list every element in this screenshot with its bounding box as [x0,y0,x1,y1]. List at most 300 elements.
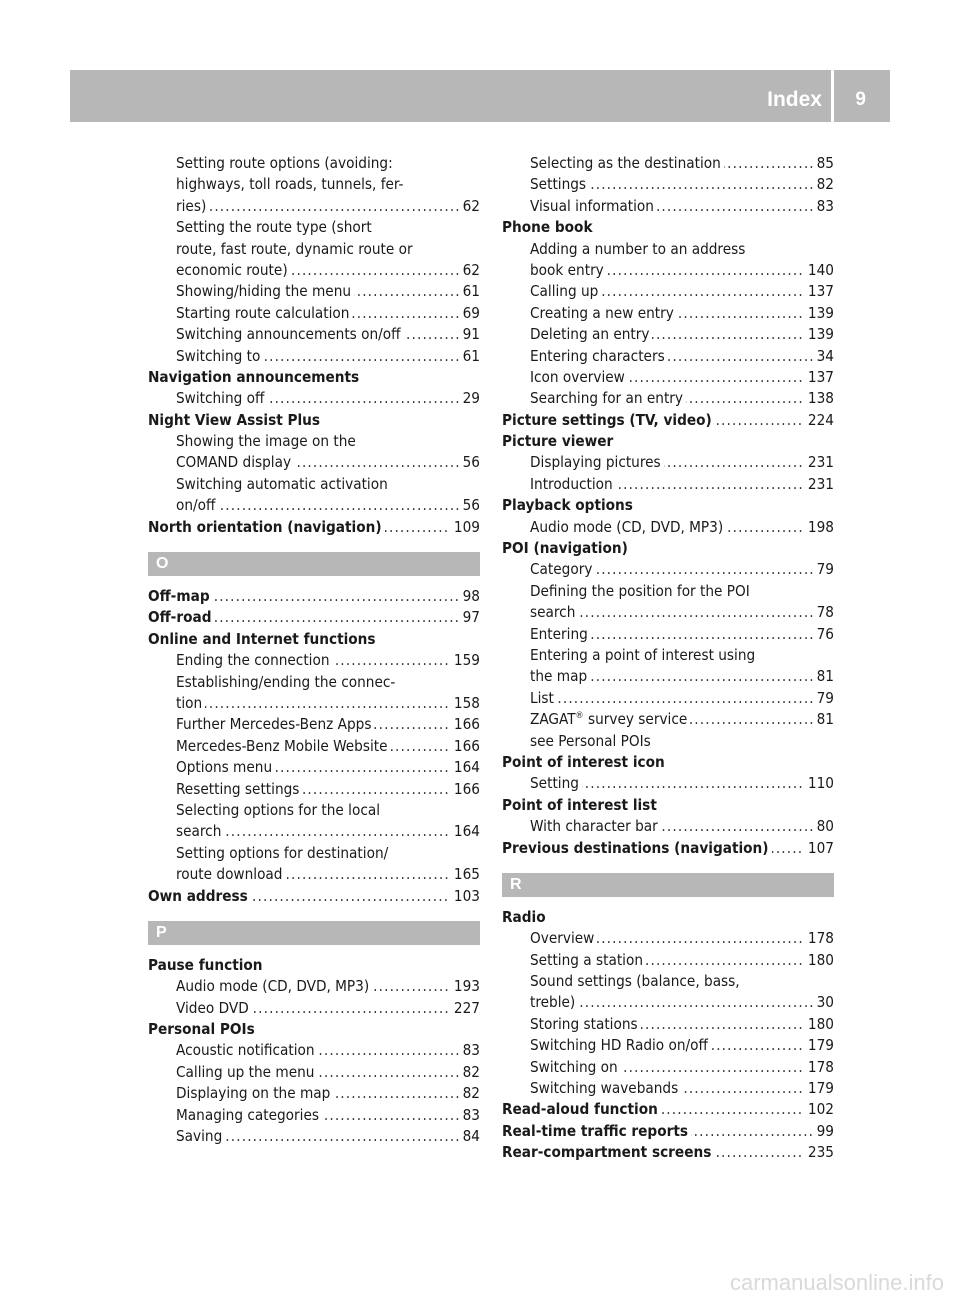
index-subentry [502,474,834,495]
entry-text [176,282,354,300]
index-subentry [148,153,480,174]
entry-text [530,993,578,1011]
entry-text [148,608,215,626]
index-heading-entry [148,367,480,388]
index-heading-entry [148,1019,480,1040]
index-heading-entry [502,838,834,859]
index-subentry [502,688,834,709]
entry-label: Starting route calculation [176,303,350,322]
page-reference: 137 [804,281,834,302]
page-reference: 140 [804,260,834,281]
entry-label: highways, toll roads, tunnels, fer- [176,175,404,194]
index-subentry [502,1014,834,1035]
page-reference: 164 [450,757,480,778]
page-reference: 166 [450,714,480,735]
entry-text [148,587,213,605]
entry-text [176,844,388,862]
index-heading-entry [502,431,834,452]
index-subentry [502,239,834,260]
index-subentry [502,624,834,645]
page-reference: 79 [813,559,834,580]
index-heading-entry [502,795,834,816]
entry-label: Visual information [530,196,654,215]
index-subentry [148,346,480,367]
index-subentry [148,1040,480,1061]
entry-text [176,865,285,883]
entry-label: Creating a new entry [530,303,674,322]
header-separator [831,70,834,122]
page-reference: 29 [459,388,480,409]
entry-label: Phone book [502,218,593,237]
entry-label: Showing/hiding the menu [176,282,352,301]
entry-label: Picture settings (TV, video) [502,410,712,429]
entry-text [176,325,404,343]
page-reference: 82 [459,1062,480,1083]
entry-text [530,774,582,792]
page-reference: 81 [813,666,834,687]
entry-label: Switching off [176,389,265,408]
index-subentry [502,1035,834,1056]
index-heading-entry [502,495,834,516]
page-reference: 82 [459,1083,480,1104]
entry-label: Real-time traffic reports [502,1121,689,1140]
entry-text [502,839,772,857]
entry-text [502,1100,661,1118]
entry-label: Video DVD [176,998,249,1017]
entry-label: Ending the connection [176,651,330,670]
page-reference: 56 [459,495,480,516]
index-heading-entry [148,410,480,431]
entry-text [176,780,302,798]
page-reference: 102 [804,1099,834,1120]
entry-text [176,758,275,776]
entry-text [176,1127,225,1145]
entry-text [530,389,686,407]
section-letter-heading: P [148,921,480,945]
entry-text [502,1122,691,1140]
entry-text [530,1015,641,1033]
entry-text [530,972,740,990]
page-reference: 78 [813,602,834,623]
entry-text [530,951,646,969]
entry-text [148,411,320,429]
entry-label-cont: survey service [583,710,688,729]
entry-label: Calling up the menu [176,1062,315,1081]
index-subentry [502,324,834,345]
entry-label: on/off [176,496,216,515]
index-heading-entry [148,629,480,650]
entry-text [176,673,395,691]
index-subentry [148,650,480,671]
page-reference: 85 [813,153,834,174]
page-reference: 193 [450,976,480,997]
entry-text [530,368,628,386]
index-subentry [502,602,834,623]
entry-label: Picture viewer [502,432,614,451]
index-subentry [148,431,480,452]
index-heading-entry [502,1142,834,1163]
entry-text [530,646,755,664]
page-reference: 30 [813,992,834,1013]
entry-text [176,389,267,407]
page-reference: 137 [804,367,834,388]
index-subentry [148,821,480,842]
entry-text [530,282,601,300]
entry-label: Category [530,560,593,579]
entry-text [502,218,593,236]
page-reference: 98 [459,586,480,607]
page-reference: 69 [459,303,480,324]
index-subentry [502,950,834,971]
index-heading-entry [502,907,834,928]
index-subentry [148,196,480,217]
page-reference: 83 [813,196,834,217]
entry-text [176,475,388,493]
entry-text [148,518,385,536]
page-reference: 84 [459,1126,480,1147]
index-subentry [502,517,834,538]
entry-label: Mercedes-Benz Mobile Website [176,736,388,755]
entry-label: route download [176,865,283,884]
index-heading-entry [148,607,480,628]
page-reference: 62 [459,196,480,217]
entry-label: ZAGAT [530,710,576,729]
entry-text [502,753,665,771]
entry-label: search [530,603,576,622]
entry-text [176,715,374,733]
index-subentry [502,367,834,388]
index-subentry [148,1126,480,1147]
entry-text [176,453,294,471]
index-subentry [502,153,834,174]
entry-text [176,261,291,279]
index-subentry [148,388,480,409]
entry-label: Sound settings (balance, bass, [530,972,740,991]
entry-text [176,822,224,840]
registered-mark: ® [575,711,584,722]
index-subentry [148,1105,480,1126]
index-subentry [502,559,834,580]
index-column-right [502,153,834,1164]
entry-text [530,518,726,536]
entry-label: Off-map [148,587,210,606]
entry-label: Managing categories [176,1105,319,1124]
entry-label: Selecting as the destination [530,154,721,172]
section-letter-heading: O [148,552,480,576]
index-subentry [502,581,834,602]
entry-text [530,475,616,493]
index-subentry [148,281,480,302]
entry-label: Switching on [530,1057,618,1076]
entry-text [176,651,333,669]
index-heading-entry [502,538,834,559]
entry-text [530,560,595,578]
entry-label: ries) [176,196,207,215]
index-subentry [148,303,480,324]
index-subentry [502,174,834,195]
entry-text [176,240,413,258]
page-reference: 164 [450,821,480,842]
page-reference: 158 [450,693,480,714]
page-reference: 91 [459,324,480,345]
index-subentry [148,736,480,757]
index-subentry [148,998,480,1019]
entry-label: Point of interest list [502,795,657,814]
page-reference: 139 [804,324,834,345]
page-reference: 56 [459,452,480,473]
entry-label: Own address [148,886,248,905]
entry-text [530,667,590,685]
entry-label: Settings [530,175,587,194]
entry-label: Setting a station [530,950,643,969]
page-reference: 165 [450,864,480,885]
entry-label: Acoustic notification [176,1041,315,1060]
entry-text [176,737,391,755]
page-reference: 178 [804,1057,834,1078]
entry-label: Setting route options (avoiding: [176,154,393,172]
entry-text [502,796,657,814]
index-heading-entry [502,1121,834,1142]
entry-label: North orientation (navigation) [148,517,382,536]
page-reference: 76 [813,624,834,645]
entry-text [176,694,205,712]
entry-label: Night View Assist Plus [148,410,321,429]
entry-label: Establishing/ending the connec- [176,672,396,691]
page-reference: 180 [804,1014,834,1035]
index-subentry [502,928,834,949]
entry-text [530,710,690,728]
entry-text [530,197,657,215]
entry-text [530,603,578,621]
entry-label: treble) [530,993,576,1012]
entry-label: book entry [530,260,604,279]
entry-text [502,539,628,557]
entry-text [530,154,724,172]
entry-label: Setting options for destination/ [176,843,389,862]
entry-text [530,347,668,365]
entry-label: Options menu [176,758,273,777]
entry-label: Switching announcements on/off [176,325,401,344]
entry-text [176,977,372,995]
entry-text [530,261,607,279]
entry-label: Switching automatic activation [176,474,388,493]
entry-label: Personal POIs [148,1020,255,1039]
entry-label: Switching wavebands [530,1079,679,1098]
index-subentry [502,773,834,794]
entry-text [176,218,372,236]
entry-label: Introduction [530,474,613,493]
page-reference: 82 [813,174,834,195]
page-reference: 178 [804,928,834,949]
header-title: Index [767,88,822,111]
entry-text [502,432,613,450]
index-subentry [148,495,480,516]
page-reference: 224 [804,410,834,431]
entry-label: Defining the position for the POI [530,581,750,600]
index-subentry [148,474,480,495]
entry-text [502,411,715,429]
index-subentry [148,757,480,778]
index-subentry [502,971,834,992]
index-subentry [148,800,480,821]
entry-text [530,453,664,471]
entry-label: List [530,688,554,707]
page-reference: 166 [450,779,480,800]
entry-label: economic route) [176,260,288,279]
index-subentry [148,843,480,864]
index-subentry [502,281,834,302]
index-subentry [502,645,834,666]
entry-text [502,496,633,514]
entry-label: Icon overview [530,367,625,386]
entry-label: Read-aloud function [502,1100,658,1119]
page-reference: 166 [450,736,480,757]
index-subentry [148,452,480,473]
entry-text [176,154,393,172]
page-reference: 235 [804,1142,834,1163]
entry-text [502,908,546,926]
watermark: carmanualsonline.info [729,1270,944,1295]
index-subentry [148,976,480,997]
entry-label: search [176,822,222,841]
entry-label: Rear-compartment screens [502,1143,712,1162]
entry-label: With character bar [530,817,658,836]
index-subentry [502,1057,834,1078]
section-letter-heading: R [502,873,834,897]
entry-text [530,1079,681,1097]
page-reference: 99 [813,1121,834,1142]
page-reference: 231 [804,474,834,495]
page-reference: 97 [459,607,480,628]
entry-label: Deleting an entry [530,325,650,344]
index-subentry [148,174,480,195]
entry-label: Calling up [530,282,599,301]
entry-text [176,496,218,514]
entry-text [530,1036,711,1054]
entry-label: Radio [502,907,546,926]
entry-text [176,175,403,193]
entry-label: Audio mode (CD, DVD, MP3) [176,977,370,996]
entry-text [176,197,209,215]
entry-text [176,347,263,365]
index-subentry [502,260,834,281]
index-subentry [148,1083,480,1104]
entry-label: Switching to [176,346,261,365]
page-number: 9 [855,89,866,110]
page-reference: 179 [804,1078,834,1099]
index-subentry [148,779,480,800]
entry-label: Saving [176,1127,223,1146]
index-subentry [148,714,480,735]
index-subentry [148,239,480,260]
index-subentry [148,672,480,693]
entry-label: Point of interest icon [502,752,665,771]
entry-label: Overview [530,929,595,948]
index-subentry [502,388,834,409]
index-subentry [502,196,834,217]
entry-text [530,582,750,600]
index-subentry [502,992,834,1013]
page-reference: 34 [813,346,834,367]
entry-label: Displaying pictures [530,453,661,472]
entry-label: POI (navigation) [502,539,628,558]
entry-label: Selecting options for the local [176,800,381,819]
page-reference: 180 [804,950,834,971]
index-subentry [502,709,834,730]
entry-label: Audio mode (CD, DVD, MP3) [530,517,724,536]
entry-label: Resetting settings [176,779,300,798]
entry-text [502,1143,714,1161]
index-subentry [502,303,834,324]
page-reference: 110 [804,773,834,794]
index-subentry [502,452,834,473]
index-heading-entry [502,410,834,431]
entry-text [530,817,661,835]
page-reference: 62 [459,260,480,281]
page-reference: 107 [804,838,834,859]
entry-label: Entering a point of interest using [530,645,756,664]
entry-label: Entering [530,624,588,643]
entry-label: Pause function [148,955,263,974]
entry-text [176,1063,317,1081]
page-reference: 83 [459,1040,480,1061]
index-subentry [502,666,834,687]
index-heading-entry [502,217,834,238]
entry-text [530,304,677,322]
entry-label: Playback options [502,496,633,515]
entry-text [176,999,252,1017]
entry-text [530,929,597,947]
index-subentry [502,816,834,837]
entry-label: Setting the route type (short [176,218,372,237]
entry-label: Adding a number to an address [530,239,746,258]
entry-label: Showing the image on the [176,432,356,451]
entry-label: Searching for an entry [530,389,683,408]
entry-label: Setting [530,774,579,793]
index-heading-entry [148,955,480,976]
entry-text [176,801,380,819]
index-subentry [502,731,834,752]
index-subentry [148,693,480,714]
page-reference: 83 [459,1105,480,1126]
index-subentry [502,1078,834,1099]
index-heading-entry [148,517,480,538]
entry-text [148,630,376,648]
index-column-left [148,153,480,1147]
page-reference: 61 [459,281,480,302]
page-reference: 109 [450,517,480,538]
entry-label: Online and Internet functions [148,629,376,648]
index-heading-entry [502,1099,834,1120]
page-reference: 61 [459,346,480,367]
entry-label: Switching HD Radio on/off [530,1036,708,1055]
entry-text [530,240,745,258]
index-heading-entry [148,586,480,607]
entry-label: Navigation announcements [148,367,360,386]
entry-text [530,1058,621,1076]
index-subentry [502,346,834,367]
entry-label: route, fast route, dynamic route or [176,239,413,258]
entry-text [148,1020,255,1038]
page-header [70,70,890,122]
entry-label: COMAND display [176,453,292,472]
index-heading-entry [502,752,834,773]
entry-label: Previous destinations (navigation) [502,838,769,857]
page-reference: 159 [450,650,480,671]
entry-text [530,689,557,707]
entry-text [176,1041,318,1059]
page-reference: 139 [804,303,834,324]
